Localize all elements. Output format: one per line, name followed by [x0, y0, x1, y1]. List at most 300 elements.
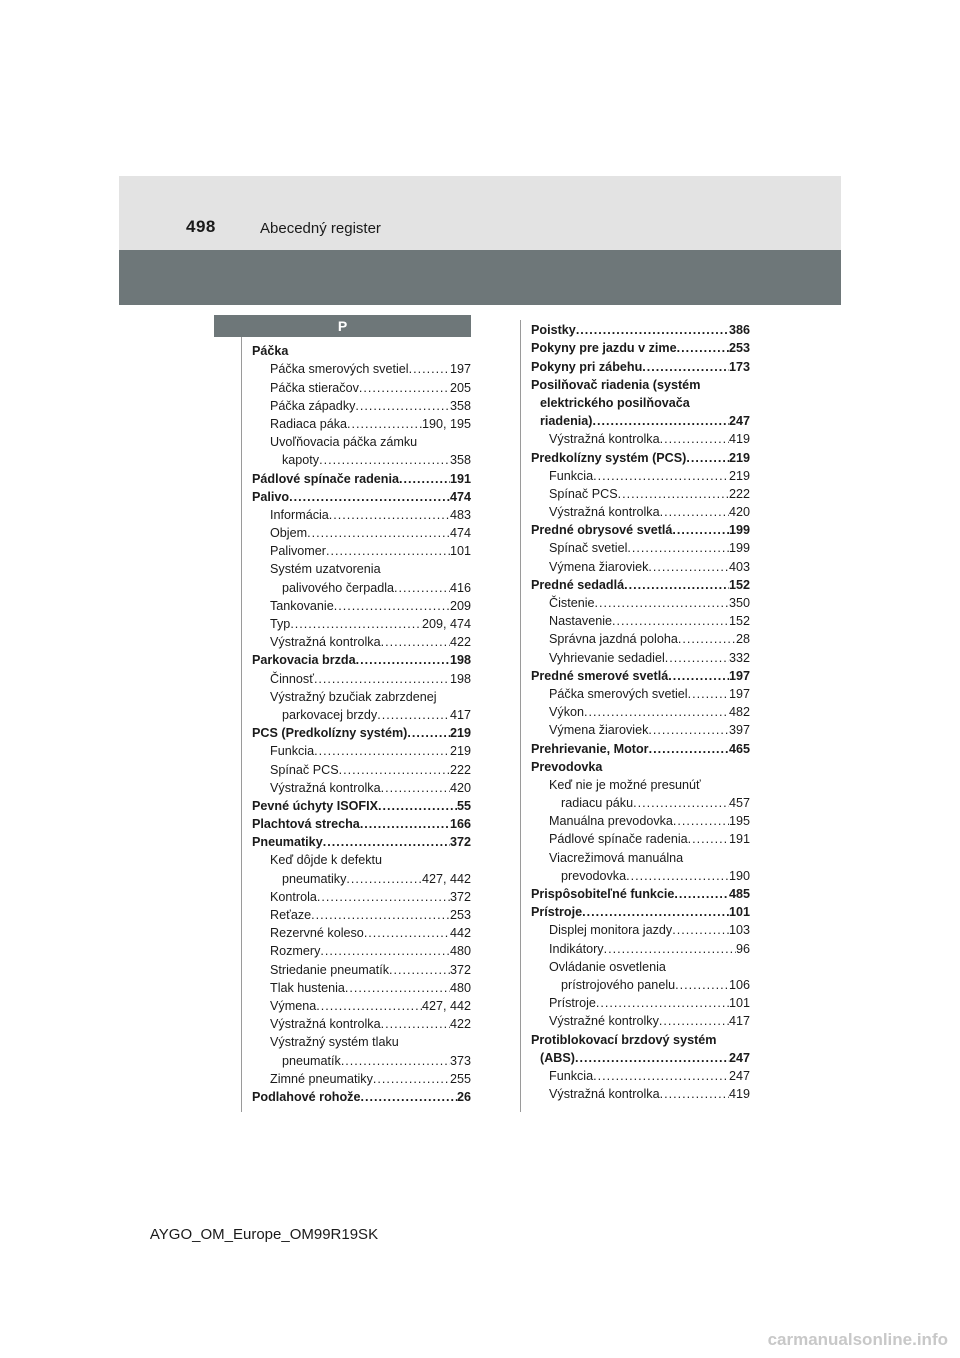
index-entry — [252, 467, 471, 485]
dot-leader — [373, 1072, 450, 1086]
index-entry — [252, 649, 471, 667]
index-entry — [252, 1086, 471, 1104]
index-entry — [531, 719, 750, 737]
index-term: Radiaca páka — [270, 416, 348, 431]
dot-leader — [575, 1051, 729, 1065]
index-entry — [531, 592, 750, 610]
index-page-ref: 173 — [728, 359, 750, 374]
index-term: Výstražná kontrolka — [549, 1087, 660, 1102]
index-term: prístrojového panelu — [561, 977, 676, 992]
index-term: Protiblokovací brzdový systém — [531, 1032, 717, 1047]
index-page-ref: 372 — [449, 962, 471, 977]
index-term: Uvoľňovacia páčka zámku — [270, 435, 418, 450]
index-term: Páčka — [252, 344, 289, 359]
index-page-ref: 255 — [449, 1071, 471, 1086]
index-entry — [531, 992, 750, 1010]
index-entry — [531, 774, 750, 792]
index-term: Systém uzatvorenia — [270, 562, 381, 577]
dot-leader — [381, 781, 450, 795]
dot-leader — [341, 1054, 450, 1068]
index-entry — [252, 613, 471, 631]
index-page-ref: 152 — [728, 577, 750, 592]
document-code: AYGO_OM_Europe_OM99R19SK — [149, 1226, 379, 1243]
index-page-ref: 480 — [449, 944, 471, 959]
index-page-ref: 442 — [449, 926, 471, 941]
index-entry — [531, 646, 750, 664]
index-term: Páčka smerových svetiel — [270, 362, 409, 377]
index-term: Podlahové rohože — [252, 1089, 361, 1104]
index-entry — [252, 486, 471, 504]
dot-leader — [407, 726, 450, 740]
index-term: elektrického posilňovača — [540, 395, 690, 410]
index-term: Funkcia — [270, 744, 315, 759]
index-entry — [252, 995, 471, 1013]
index-page-ref: 103 — [728, 923, 750, 938]
dot-leader — [323, 835, 450, 849]
index-page-ref: 420 — [449, 780, 471, 795]
dot-leader — [319, 453, 450, 467]
index-term: Manuálna prevodovka — [549, 814, 673, 829]
index-entry — [252, 449, 471, 467]
dot-leader — [593, 469, 729, 483]
index-column-1 — [252, 340, 471, 1104]
dot-leader — [326, 544, 450, 558]
index-term: Pádlové spínače radenia — [252, 471, 399, 486]
index-entry — [531, 828, 750, 846]
index-page-ref: 419 — [728, 432, 750, 447]
index-term: Prevodovka — [531, 759, 603, 774]
index-page-ref: 372 — [449, 889, 471, 904]
dot-leader — [289, 490, 450, 504]
index-term: palivového čerpadla — [282, 580, 395, 595]
index-term: Výstražné kontrolky — [549, 1014, 659, 1029]
dot-leader — [673, 814, 729, 828]
index-page-ref: 198 — [449, 653, 471, 668]
index-term: Pevné úchyty ISOFIX — [252, 798, 378, 813]
index-term: Spínač svetiel — [549, 541, 628, 556]
dot-leader — [618, 487, 729, 501]
dot-leader — [320, 944, 450, 958]
index-term: Tankovanie — [270, 598, 334, 613]
index-entry — [531, 737, 750, 755]
index-page-ref: 457 — [728, 796, 750, 811]
index-page-ref: 197 — [449, 362, 471, 377]
page-title: Abecedný register — [260, 220, 381, 237]
dot-leader — [688, 832, 729, 846]
index-entry — [252, 431, 471, 449]
index-entry — [531, 501, 750, 519]
index-entry — [252, 413, 471, 431]
index-entry — [531, 392, 750, 410]
index-page-ref: 28 — [735, 632, 750, 647]
index-term: Výstražná kontrolka — [549, 432, 660, 447]
index-entry — [531, 374, 750, 392]
index-page-ref: 350 — [728, 596, 750, 610]
index-entry — [531, 956, 750, 974]
dot-leader — [668, 669, 729, 683]
index-page-ref: 197 — [728, 686, 750, 701]
index-term: Pokyny pre jazdu v zime — [531, 341, 677, 356]
index-page-ref: 332 — [728, 650, 750, 665]
index-term: Plachtová strecha — [252, 817, 360, 832]
index-entry — [531, 465, 750, 483]
index-term: pneumatiky — [282, 871, 347, 886]
index-page-ref: 427, 442 — [421, 871, 471, 886]
dot-leader — [377, 708, 450, 722]
index-entry — [252, 504, 471, 522]
index-page-ref: 422 — [449, 635, 471, 650]
index-entry — [252, 1049, 471, 1067]
index-term: Činnosť — [270, 671, 314, 686]
index-term: Rozmery — [270, 944, 321, 959]
dot-leader — [648, 723, 729, 737]
index-page-ref: 152 — [728, 614, 750, 629]
index-page-ref: 474 — [449, 526, 471, 541]
index-entry — [252, 576, 471, 594]
index-page-ref: 474 — [449, 489, 471, 504]
dot-leader — [648, 560, 729, 574]
index-page-ref: 190, 195 — [421, 416, 471, 431]
index-page-ref: 195 — [728, 814, 750, 829]
dot-leader — [360, 817, 450, 831]
index-page-ref: 101 — [449, 544, 471, 559]
index-term: Tlak hustenia — [270, 980, 345, 995]
index-entry — [252, 886, 471, 904]
index-entry — [252, 722, 471, 740]
index-term: Predné smerové svetlá — [531, 668, 669, 683]
index-entry — [531, 519, 750, 537]
index-term: Posilňovač riadenia (systém — [531, 377, 701, 392]
index-entry — [531, 792, 750, 810]
watermark: carmanualsonline.info — [767, 1330, 948, 1349]
index-term: Predkolízny systém (PCS) — [531, 450, 687, 465]
index-entry — [531, 937, 750, 955]
index-term: Ovládanie osvetlenia — [549, 959, 666, 974]
index-term: Funkcia — [549, 1068, 594, 1083]
dot-leader — [660, 505, 729, 519]
dot-leader — [381, 1017, 450, 1031]
dot-leader — [678, 632, 736, 646]
index-entry — [252, 758, 471, 776]
index-page-ref: 199 — [728, 523, 750, 538]
index-term: Spínač PCS — [270, 762, 339, 777]
index-term: Reťaze — [270, 908, 312, 922]
index-page-ref: 253 — [728, 341, 750, 356]
index-entry — [531, 865, 750, 883]
index-entry — [531, 883, 750, 901]
dot-leader — [595, 596, 729, 610]
index-page-ref: 253 — [449, 908, 471, 922]
dot-leader — [660, 432, 729, 446]
index-term: Parkovacia brzda — [252, 653, 356, 668]
index-term: Páčka stieračov — [270, 380, 359, 395]
index-page-ref: 480 — [449, 980, 471, 995]
dot-leader — [409, 362, 450, 376]
dot-leader — [596, 996, 729, 1010]
index-page-ref: 198 — [449, 671, 471, 686]
index-page-ref: 397 — [728, 723, 750, 738]
index-term: Výmena žiaroviek — [549, 559, 649, 574]
index-entry — [252, 395, 471, 413]
index-entry — [531, 319, 750, 337]
index-page-ref: 219 — [449, 726, 471, 741]
index-page-ref: 197 — [728, 668, 750, 683]
dot-leader — [316, 999, 422, 1013]
dot-leader — [627, 541, 729, 555]
index-entry — [531, 555, 750, 573]
index-page-ref: 420 — [728, 505, 750, 520]
header-dark-band — [119, 250, 841, 305]
dot-leader — [399, 472, 450, 486]
index-page-ref: 191 — [728, 832, 750, 847]
index-entry — [531, 974, 750, 992]
index-term: Typ — [270, 617, 291, 631]
dot-leader — [672, 923, 729, 937]
footer — [0, 1226, 960, 1243]
index-term: Prístroje — [549, 996, 596, 1011]
index-term: Spínač PCS — [549, 486, 618, 501]
dot-leader — [612, 614, 729, 628]
index-entry — [252, 867, 471, 885]
dot-leader — [604, 942, 736, 956]
index-page-ref: 403 — [728, 559, 750, 574]
index-page-ref: 373 — [449, 1053, 471, 1068]
index-entry — [531, 428, 750, 446]
section-letter-tab: P — [214, 315, 471, 337]
dot-leader — [378, 799, 457, 813]
index-entry — [531, 1083, 750, 1101]
dot-leader — [642, 360, 729, 374]
index-page-ref: 222 — [728, 486, 750, 501]
index-term: Pneumatiky — [252, 835, 323, 850]
index-entry — [531, 846, 750, 864]
dot-leader — [290, 617, 422, 631]
index-page-ref: 96 — [735, 941, 750, 956]
index-entry — [252, 831, 471, 849]
index-entry — [252, 958, 471, 976]
index-page-ref: 372 — [449, 835, 471, 850]
index-term: Indikátory — [549, 941, 604, 956]
index-term: Výstražný systém tlaku — [270, 1035, 399, 1050]
dot-leader — [677, 341, 729, 355]
index-term: Výmena žiaroviek — [549, 723, 649, 738]
index-term: Zimné pneumatiky — [270, 1071, 373, 1086]
index-page-ref: 190 — [728, 868, 750, 883]
index-term: Vyhrievanie sedadiel — [549, 650, 665, 665]
index-entry — [252, 1068, 471, 1086]
index-entry — [531, 756, 750, 774]
column-rule-left — [241, 337, 242, 1112]
index-term: Páčka západky — [270, 398, 356, 413]
index-entry — [252, 558, 471, 576]
index-term: Rezervné koleso — [270, 926, 364, 941]
index-entry — [252, 849, 471, 867]
dot-leader — [381, 635, 450, 649]
index-page-ref: 422 — [449, 1017, 471, 1032]
dot-leader — [346, 872, 422, 886]
dot-leader — [593, 414, 729, 428]
index-entry — [531, 1047, 750, 1065]
index-page-ref: 205 — [449, 380, 471, 395]
index-term: riadenia) — [540, 414, 593, 429]
header-top-band — [119, 176, 841, 250]
index-page-ref: 222 — [449, 762, 471, 777]
column-rule-middle — [520, 320, 521, 1112]
index-term: Výstražná kontrolka — [270, 780, 381, 795]
index-entry — [531, 537, 750, 555]
index-entry — [531, 337, 750, 355]
index-term: Predné sedadlá — [531, 577, 625, 592]
index-page-ref: 219 — [728, 450, 750, 465]
index-entry — [531, 1028, 750, 1046]
index-entry — [252, 740, 471, 758]
index-entry — [252, 904, 471, 922]
index-page-ref: 358 — [449, 453, 471, 468]
index-term: Prispôsobiteľné funkcie — [531, 887, 675, 901]
index-page-ref: 166 — [449, 817, 471, 832]
index-term: Poistky — [531, 323, 576, 338]
index-entry — [252, 813, 471, 831]
index-term: Správna jazdná poloha — [549, 632, 678, 647]
index-term: (ABS) — [540, 1050, 575, 1065]
dot-leader — [593, 1069, 729, 1083]
dot-leader — [675, 978, 729, 992]
index-page-ref: 209, 474 — [421, 617, 471, 631]
dot-leader — [582, 905, 729, 919]
dot-leader — [364, 926, 450, 940]
dot-leader — [626, 869, 729, 883]
index-term: Keď nie je možné presunúť — [549, 777, 701, 792]
index-entry — [531, 1065, 750, 1083]
index-page-ref: 417 — [449, 707, 471, 722]
index-page-ref: 465 — [728, 741, 750, 756]
index-term: Displej monitora jazdy — [549, 923, 673, 938]
index-term: Funkcia — [549, 468, 594, 483]
index-page-ref: 485 — [728, 887, 750, 901]
index-term: Výstražná kontrolka — [549, 505, 660, 520]
index-term: Kontrola — [270, 889, 317, 904]
index-page-ref: 191 — [449, 471, 471, 486]
index-term: Nastavenie — [549, 614, 613, 629]
dot-leader — [394, 581, 450, 595]
index-term: parkovacej brzdy — [282, 707, 378, 722]
index-term: Páčka smerových svetiel — [549, 686, 688, 701]
index-page-ref: 416 — [449, 580, 471, 595]
index-entry — [252, 358, 471, 376]
index-page-ref: 247 — [728, 414, 750, 429]
index-entry — [531, 410, 750, 428]
index-page-ref: 219 — [728, 468, 750, 483]
dot-leader — [355, 399, 450, 413]
dot-leader — [659, 1014, 729, 1028]
dot-leader — [314, 744, 450, 758]
dot-leader — [688, 687, 729, 701]
index-page-ref: 26 — [456, 1089, 471, 1104]
index-term: Výstražná kontrolka — [270, 635, 381, 650]
dot-leader — [314, 672, 450, 686]
dot-leader — [389, 963, 450, 977]
index-term: Čistenie — [549, 596, 595, 610]
index-entry — [531, 446, 750, 464]
index-entry — [252, 940, 471, 958]
index-term: kapoty — [282, 453, 320, 468]
index-page-ref: 209 — [449, 598, 471, 613]
index-term: Palivomer — [270, 544, 326, 559]
index-term: Pádlové spínače radenia — [549, 832, 688, 847]
index-term: Informácia — [270, 507, 329, 522]
index-term: Keď dôjde k defektu — [270, 853, 383, 868]
index-entry — [531, 901, 750, 919]
dot-leader — [649, 742, 729, 756]
index-entry — [252, 1031, 471, 1049]
index-page-ref: 199 — [728, 541, 750, 556]
index-page-ref: 386 — [728, 323, 750, 338]
index-page-ref: 247 — [728, 1050, 750, 1065]
index-entry — [252, 1013, 471, 1031]
index-page-ref: 482 — [728, 705, 750, 720]
dot-leader — [356, 653, 450, 667]
index-term: Prístroje — [531, 905, 583, 920]
dot-leader — [334, 599, 450, 613]
index-term: Pokyny pri zábehu — [531, 359, 643, 374]
dot-leader — [347, 417, 422, 431]
index-term: Výmena — [270, 998, 317, 1013]
dot-leader — [311, 908, 450, 922]
dot-leader — [317, 890, 450, 904]
dot-leader — [660, 1087, 729, 1101]
index-entry — [252, 686, 471, 704]
page-number: 498 — [186, 217, 216, 236]
index-term: Striedanie pneumatík — [270, 962, 390, 977]
dot-leader — [360, 1090, 457, 1104]
index-entry — [531, 355, 750, 373]
index-term: Výstražná kontrolka — [270, 1017, 381, 1032]
index-term: prevodovka — [561, 868, 627, 883]
index-term: Predné obrysové svetlá — [531, 523, 673, 538]
index-entry — [531, 919, 750, 937]
index-entry — [252, 704, 471, 722]
index-entry — [531, 683, 750, 701]
index-term: Palivo — [252, 489, 290, 504]
index-entry — [252, 540, 471, 558]
index-entry — [252, 595, 471, 613]
index-page-ref: 247 — [728, 1068, 750, 1083]
index-page-ref: 358 — [449, 398, 471, 413]
index-entry — [531, 628, 750, 646]
dot-leader — [329, 508, 450, 522]
dot-leader — [576, 323, 729, 337]
index-term: radiacu páku — [561, 796, 634, 811]
index-entry — [531, 810, 750, 828]
index-page-ref: 483 — [449, 507, 471, 522]
index-term: PCS (Predkolízny systém) — [252, 726, 408, 741]
index-entry — [531, 483, 750, 501]
dot-leader — [339, 763, 450, 777]
dot-leader — [633, 796, 729, 810]
index-entry — [531, 1010, 750, 1028]
index-term: Výkon — [549, 705, 585, 720]
index-entry — [252, 977, 471, 995]
index-entry — [252, 376, 471, 394]
index-entry — [252, 667, 471, 685]
index-page-ref: 419 — [728, 1087, 750, 1102]
index-entry — [531, 574, 750, 592]
dot-leader — [674, 887, 729, 901]
dot-leader — [665, 651, 729, 665]
index-term: Výstražný bzučiak zabrzdenej — [270, 689, 437, 704]
index-entry — [252, 631, 471, 649]
dot-leader — [359, 381, 450, 395]
